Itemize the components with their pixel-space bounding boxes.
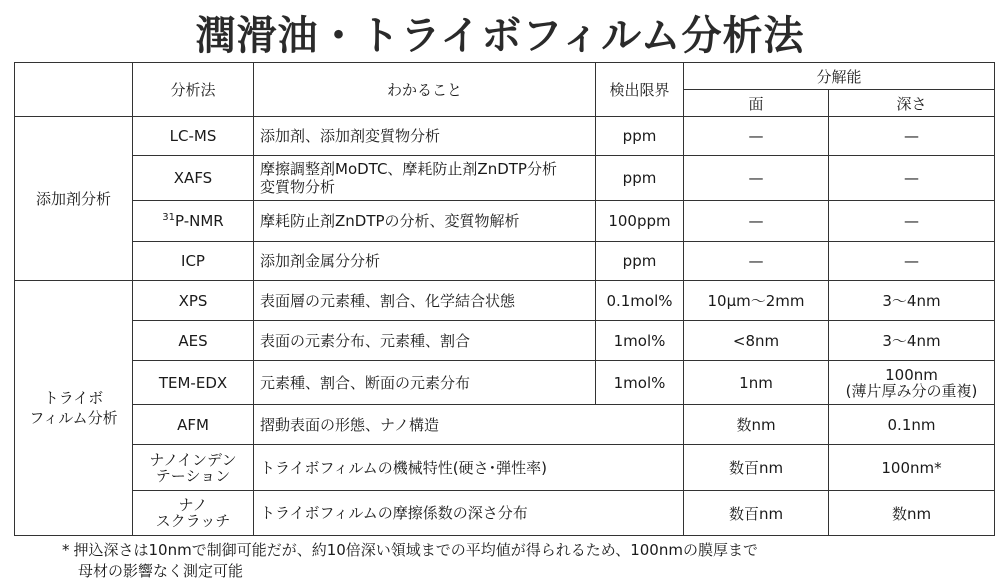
table-row	[15, 117, 995, 156]
header-depth: 深さ	[829, 90, 995, 117]
what-line-2: 変質物分析	[260, 178, 336, 196]
method-cell: AFM	[133, 405, 254, 445]
depth-cell: 100nm*	[829, 445, 995, 491]
table-row	[15, 445, 995, 491]
footnote-mark: *	[62, 541, 70, 559]
surface-cell: —	[684, 117, 829, 156]
what-cell	[254, 156, 596, 201]
header-blank-cell	[15, 63, 133, 117]
method-cell: XPS	[133, 281, 254, 321]
header-resolution: 分解能	[684, 63, 995, 90]
method-text: P-NMR	[175, 212, 224, 230]
footnote-text-1: 押込深さは10nmで制御可能だが、約10倍深い領域までの平均値が得られるため、100nmの膜厚まで	[73, 541, 758, 559]
surface-cell: 数百nm	[684, 491, 829, 536]
depth-cell: —	[829, 117, 995, 156]
surface-cell: <8nm	[684, 321, 829, 361]
what-cell: 摺動表面の形態、ナノ構造	[254, 405, 684, 445]
surface-cell: 1nm	[684, 361, 829, 405]
what-cell: 表面層の元素種、割合、化学結合状態	[254, 281, 596, 321]
what-cell: トライボフィルムの摩擦係数の深さ分布	[254, 491, 684, 536]
surface-cell: 数百nm	[684, 445, 829, 491]
method-cell	[133, 201, 254, 242]
header-method: 分析法	[133, 63, 254, 117]
table-row	[15, 156, 995, 201]
method-cell: AES	[133, 321, 254, 361]
limit-cell: 1mol%	[596, 321, 684, 361]
method-line-1: ナノ	[178, 496, 208, 514]
table-row	[15, 361, 995, 405]
footnote-line-2: 母材の影響なく測定可能	[78, 562, 244, 580]
method-cell	[133, 445, 254, 491]
depth-cell: 3～4nm	[829, 281, 995, 321]
method-line-1: ナノインデン	[149, 450, 237, 469]
header-surface: 面	[684, 90, 829, 117]
table-row	[15, 281, 995, 321]
what-cell: 元素種、割合、断面の元素分布	[254, 361, 596, 405]
table-row	[15, 405, 995, 445]
header-limit: 検出限界	[596, 63, 684, 117]
isotope-superscript: 31	[162, 212, 175, 223]
depth-cell	[829, 361, 995, 405]
table-row	[15, 242, 995, 281]
method-line-2: テーション	[155, 466, 231, 485]
depth-cell: 0.1nm	[829, 405, 995, 445]
category-line-2: フィルム分析	[29, 409, 118, 427]
method-cell: TEM-EDX	[133, 361, 254, 405]
page-title: 潤滑油・トライボフィルム分析法	[195, 13, 805, 59]
surface-cell: —	[684, 156, 829, 201]
footnote	[62, 540, 982, 582]
surface-cell: 数nm	[684, 405, 829, 445]
table-row	[15, 491, 995, 536]
table-row	[15, 201, 995, 242]
depth-cell: 数nm	[829, 491, 995, 536]
surface-cell: —	[684, 201, 829, 242]
method-cell	[133, 491, 254, 536]
limit-cell: ppm	[596, 242, 684, 281]
depth-line-2: (薄片厚み分の重複)	[845, 381, 978, 400]
what-cell: 添加剤、添加剤変質物分析	[254, 117, 596, 156]
what-cell: 表面の元素分布、元素種、割合	[254, 321, 596, 361]
what-line-1: 摩擦調整剤MoDTC、摩耗防止剤ZnDTP分析	[260, 160, 557, 178]
category-additive: 添加剤分析	[15, 117, 133, 281]
what-cell: 添加剤金属分分析	[254, 242, 596, 281]
surface-cell: —	[684, 242, 829, 281]
limit-cell: 1mol%	[596, 361, 684, 405]
depth-line-1: 100nm	[885, 365, 938, 384]
what-cell: 摩耗防止剤ZnDTPの分析、変質物解析	[254, 201, 596, 242]
limit-cell: 0.1mol%	[596, 281, 684, 321]
surface-cell: 10μm～2mm	[684, 281, 829, 321]
table-row	[15, 321, 995, 361]
depth-cell: —	[829, 201, 995, 242]
header-what: わかること	[254, 63, 596, 117]
method-cell: LC-MS	[133, 117, 254, 156]
category-line-1: トライボ	[43, 389, 104, 407]
what-cell: トライボフィルムの機械特性(硬さ･弾性率)	[254, 445, 684, 491]
method-cell: ICP	[133, 242, 254, 281]
limit-cell: ppm	[596, 156, 684, 201]
depth-cell: —	[829, 242, 995, 281]
analysis-table	[14, 62, 995, 536]
category-tribofilm	[15, 281, 133, 536]
depth-cell: 3～4nm	[829, 321, 995, 361]
method-line-2: スクラッチ	[155, 512, 231, 530]
depth-cell: —	[829, 156, 995, 201]
limit-cell: 100ppm	[596, 201, 684, 242]
method-cell: XAFS	[133, 156, 254, 201]
footnote-line-1	[62, 540, 982, 561]
header-row	[15, 63, 995, 90]
limit-cell: ppm	[596, 117, 684, 156]
